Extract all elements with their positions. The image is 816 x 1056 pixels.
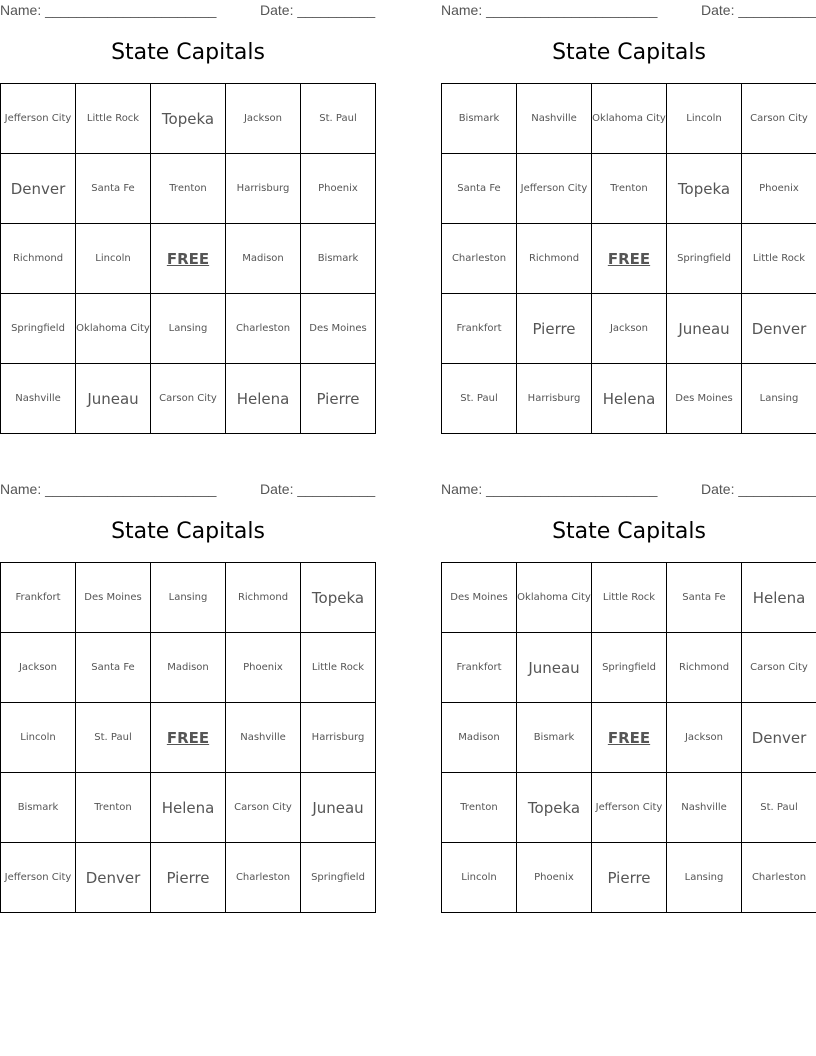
grid-cell: Richmond (517, 224, 592, 294)
grid-cell: Nashville (226, 703, 301, 773)
free-space: FREE (592, 703, 667, 773)
grid-cell: Bismark (1, 773, 76, 843)
grid-row (442, 773, 816, 843)
grid-cell: Des Moines (442, 563, 517, 633)
name-line: Name: ______________________ (441, 2, 658, 18)
free-space: FREE (151, 703, 226, 773)
grid-cell: Oklahoma City (517, 563, 592, 633)
date-line: Date: __________ (260, 2, 376, 18)
grid-row (442, 294, 816, 364)
grid-cell: Phoenix (517, 843, 592, 913)
grid-row (1, 843, 376, 913)
name-line: Name: ______________________ (441, 481, 658, 497)
bingo-card-1 (0, 0, 376, 440)
grid-cell: Frankfort (1, 563, 76, 633)
grid-cell: Jackson (226, 84, 301, 154)
grid-cell: Trenton (592, 154, 667, 224)
grid-row (1, 633, 376, 703)
grid-row (1, 773, 376, 843)
grid-cell: Santa Fe (442, 154, 517, 224)
grid-cell: Des Moines (76, 563, 151, 633)
grid-cell: Nashville (517, 84, 592, 154)
grid-cell: Lansing (151, 563, 226, 633)
grid-row (442, 843, 816, 913)
grid-cell: Topeka (667, 154, 742, 224)
grid-cell: Charleston (226, 294, 301, 364)
grid-row (442, 364, 816, 434)
grid-row (442, 703, 816, 773)
bingo-grid (441, 83, 816, 434)
grid-cell: Jackson (592, 294, 667, 364)
bingo-grid (0, 83, 376, 434)
grid-row (1, 364, 376, 434)
grid-cell: Topeka (301, 563, 376, 633)
grid-cell: Juneau (301, 773, 376, 843)
grid-cell: Carson City (742, 633, 816, 703)
grid-cell: Juneau (667, 294, 742, 364)
grid-cell: Helena (742, 563, 816, 633)
grid-cell: Lansing (667, 843, 742, 913)
grid-cell: Nashville (667, 773, 742, 843)
grid-cell: Carson City (151, 364, 226, 434)
date-line: Date: __________ (260, 481, 376, 497)
free-space: FREE (151, 224, 226, 294)
card-title: State Capitals (552, 519, 706, 544)
grid-cell: Charleston (226, 843, 301, 913)
grid-cell: Pierre (592, 843, 667, 913)
name-line: Name: ______________________ (0, 481, 217, 497)
grid-row (442, 154, 816, 224)
card-title: State Capitals (111, 519, 265, 544)
grid-cell: Bismark (517, 703, 592, 773)
bingo-card-2 (441, 0, 816, 440)
grid-cell: Lincoln (1, 703, 76, 773)
grid-cell: Santa Fe (667, 563, 742, 633)
grid-cell: Springfield (301, 843, 376, 913)
grid-cell: Little Rock (76, 84, 151, 154)
grid-cell: Bismark (442, 84, 517, 154)
grid-cell: Des Moines (667, 364, 742, 434)
grid-cell: Denver (76, 843, 151, 913)
grid-cell: Juneau (76, 364, 151, 434)
grid-cell: Topeka (517, 773, 592, 843)
grid-cell: Trenton (442, 773, 517, 843)
grid-cell: Lansing (742, 364, 816, 434)
bingo-card-4 (441, 479, 816, 919)
grid-cell: Richmond (667, 633, 742, 703)
grid-cell: Denver (1, 154, 76, 224)
grid-row (1, 84, 376, 154)
grid-cell: Jackson (1, 633, 76, 703)
free-space: FREE (592, 224, 667, 294)
grid-cell: Santa Fe (76, 633, 151, 703)
grid-row (442, 563, 816, 633)
grid-cell: Charleston (442, 224, 517, 294)
date-line: Date: __________ (701, 481, 816, 497)
grid-cell: Phoenix (301, 154, 376, 224)
grid-cell: Oklahoma City (76, 294, 151, 364)
grid-row (1, 563, 376, 633)
grid-cell: Lincoln (667, 84, 742, 154)
grid-cell: Richmond (226, 563, 301, 633)
date-line: Date: __________ (701, 2, 816, 18)
grid-cell: Springfield (592, 633, 667, 703)
grid-cell: Jackson (667, 703, 742, 773)
grid-row (1, 703, 376, 773)
grid-cell: Topeka (151, 84, 226, 154)
grid-cell: Phoenix (742, 154, 816, 224)
grid-cell: Denver (742, 294, 816, 364)
grid-row (1, 224, 376, 294)
grid-cell: Frankfort (442, 633, 517, 703)
grid-row (442, 633, 816, 703)
grid-row (1, 154, 376, 224)
bingo-grid (441, 562, 816, 913)
grid-cell: Lincoln (442, 843, 517, 913)
grid-cell: Nashville (1, 364, 76, 434)
grid-row (1, 294, 376, 364)
grid-cell: Harrisburg (226, 154, 301, 224)
grid-cell: Springfield (1, 294, 76, 364)
grid-cell: Pierre (301, 364, 376, 434)
grid-cell: Helena (592, 364, 667, 434)
grid-cell: Harrisburg (517, 364, 592, 434)
grid-cell: Lansing (151, 294, 226, 364)
grid-cell: Bismark (301, 224, 376, 294)
bingo-card-3 (0, 479, 376, 919)
grid-cell: Pierre (151, 843, 226, 913)
grid-cell: Little Rock (742, 224, 816, 294)
grid-row (442, 224, 816, 294)
grid-cell: Denver (742, 703, 816, 773)
grid-cell: Madison (442, 703, 517, 773)
grid-cell: St. Paul (301, 84, 376, 154)
grid-cell: Oklahoma City (592, 84, 667, 154)
grid-cell: Little Rock (592, 563, 667, 633)
grid-cell: Carson City (742, 84, 816, 154)
grid-cell: Carson City (226, 773, 301, 843)
grid-cell: Little Rock (301, 633, 376, 703)
grid-cell: St. Paul (442, 364, 517, 434)
grid-cell: Jefferson City (592, 773, 667, 843)
grid-cell: Phoenix (226, 633, 301, 703)
grid-row (442, 84, 816, 154)
name-line: Name: ______________________ (0, 2, 217, 18)
grid-cell: Madison (151, 633, 226, 703)
grid-cell: St. Paul (742, 773, 816, 843)
grid-cell: Helena (151, 773, 226, 843)
grid-cell: Jefferson City (517, 154, 592, 224)
grid-cell: Harrisburg (301, 703, 376, 773)
grid-cell: Santa Fe (76, 154, 151, 224)
bingo-grid (0, 562, 376, 913)
grid-cell: Lincoln (76, 224, 151, 294)
grid-cell: Springfield (667, 224, 742, 294)
card-title: State Capitals (111, 40, 265, 65)
grid-cell: Helena (226, 364, 301, 434)
grid-cell: Trenton (151, 154, 226, 224)
grid-cell: Frankfort (442, 294, 517, 364)
grid-cell: Madison (226, 224, 301, 294)
grid-cell: Pierre (517, 294, 592, 364)
grid-cell: Jefferson City (1, 84, 76, 154)
grid-cell: St. Paul (76, 703, 151, 773)
card-title: State Capitals (552, 40, 706, 65)
grid-cell: Des Moines (301, 294, 376, 364)
grid-cell: Richmond (1, 224, 76, 294)
grid-cell: Jefferson City (1, 843, 76, 913)
grid-cell: Trenton (76, 773, 151, 843)
grid-cell: Charleston (742, 843, 816, 913)
grid-cell: Juneau (517, 633, 592, 703)
